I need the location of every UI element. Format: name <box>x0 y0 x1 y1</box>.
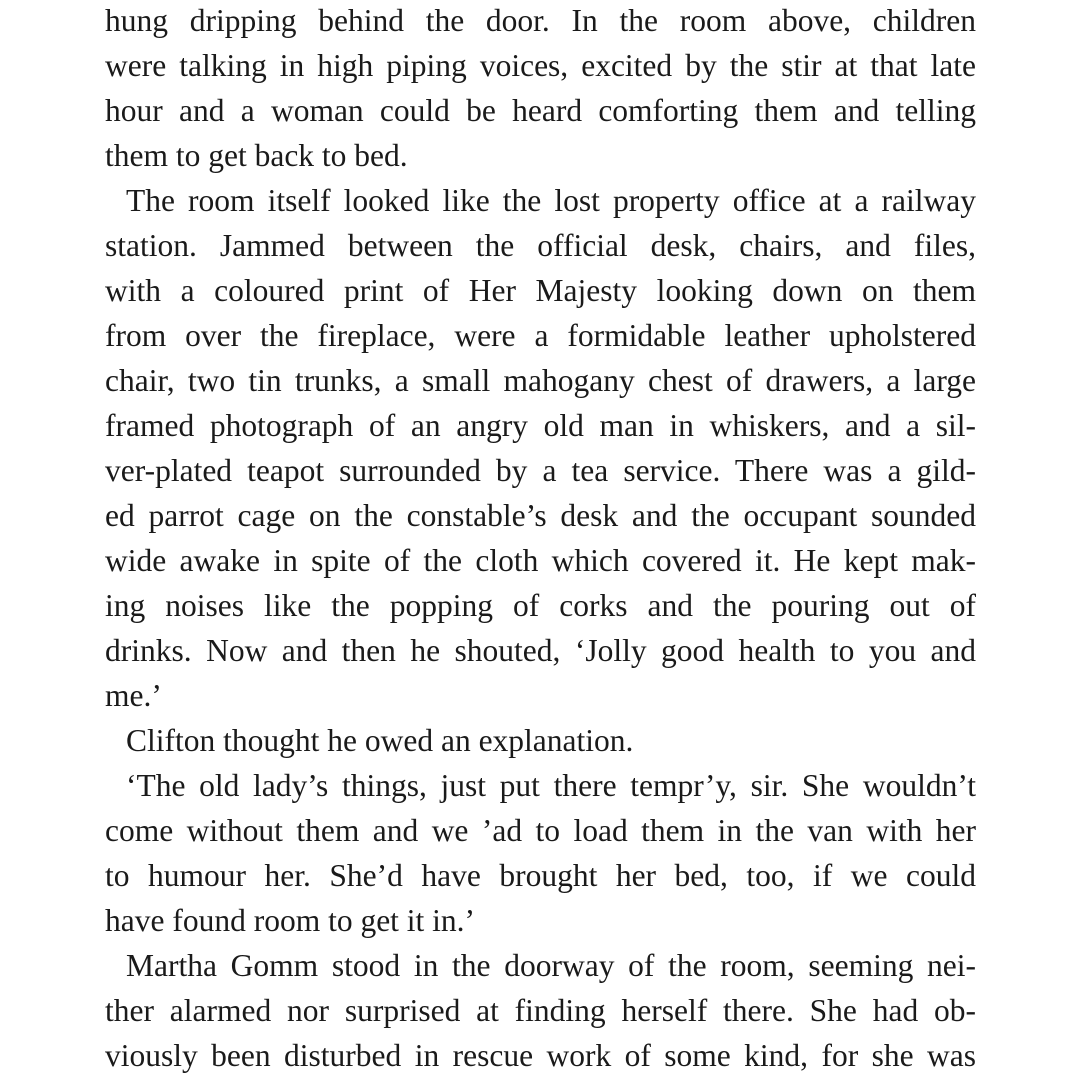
text-line: with a coloured print of Her Majesty looking down on them <box>105 273 976 308</box>
paragraph-1 <box>105 0 976 178</box>
book-page <box>105 0 976 1078</box>
text-line: drinks. Now and then he shouted, ‘Jolly good health to you and <box>105 633 976 668</box>
text-line: me.’ <box>105 678 162 713</box>
text-line: ‘The old lady’s things, just put there tempr’y, sir. She wouldn’t <box>126 768 976 803</box>
text-line: station. Jammed between the official desk, chairs, and files, <box>105 228 976 263</box>
text-line: Clifton thought he owed an explanation. <box>126 723 634 758</box>
text-line: The room itself looked like the lost property office at a railway <box>126 183 976 218</box>
paragraph-3 <box>105 718 976 763</box>
text-line: hung dripping behind the door. In the room above, children <box>105 3 976 38</box>
text-line: chair, two tin trunks, a small mahogany chest of drawers, a large <box>105 363 976 398</box>
text-line: viously been disturbed in rescue work of some kind, for she was <box>105 1038 976 1073</box>
text-line: ver-plated teapot surrounded by a tea service. There was a gild- <box>105 453 976 488</box>
text-line: ing noises like the popping of corks and the pouring out of <box>105 588 976 623</box>
paragraph-2 <box>105 178 976 718</box>
text-line: come without them and we ’ad to load them in the van with her <box>105 813 976 848</box>
text-line: were talking in high piping voices, excited by the stir at that late <box>105 48 976 83</box>
text-line: wide awake in spite of the cloth which covered it. He kept mak- <box>105 543 976 578</box>
text-line: Martha Gomm stood in the doorway of the room, seeming nei- <box>126 948 976 983</box>
text-line: them to get back to bed. <box>105 138 408 173</box>
text-line: ed parrot cage on the constable’s desk and the occupant sounded <box>105 498 976 533</box>
text-line: have found room to get it in.’ <box>105 903 476 938</box>
text-line: hour and a woman could be heard comforting them and telling <box>105 93 976 128</box>
text-line: ther alarmed nor surprised at finding herself there. She had ob- <box>105 993 976 1028</box>
text-line: to humour her. She’d have brought her bed, too, if we could <box>105 858 976 893</box>
text-line: framed photograph of an angry old man in whiskers, and a sil- <box>105 408 976 443</box>
paragraph-5 <box>105 943 976 1078</box>
text-line: from over the fireplace, were a formidable leather upholstered <box>105 318 976 353</box>
paragraph-4 <box>105 763 976 943</box>
